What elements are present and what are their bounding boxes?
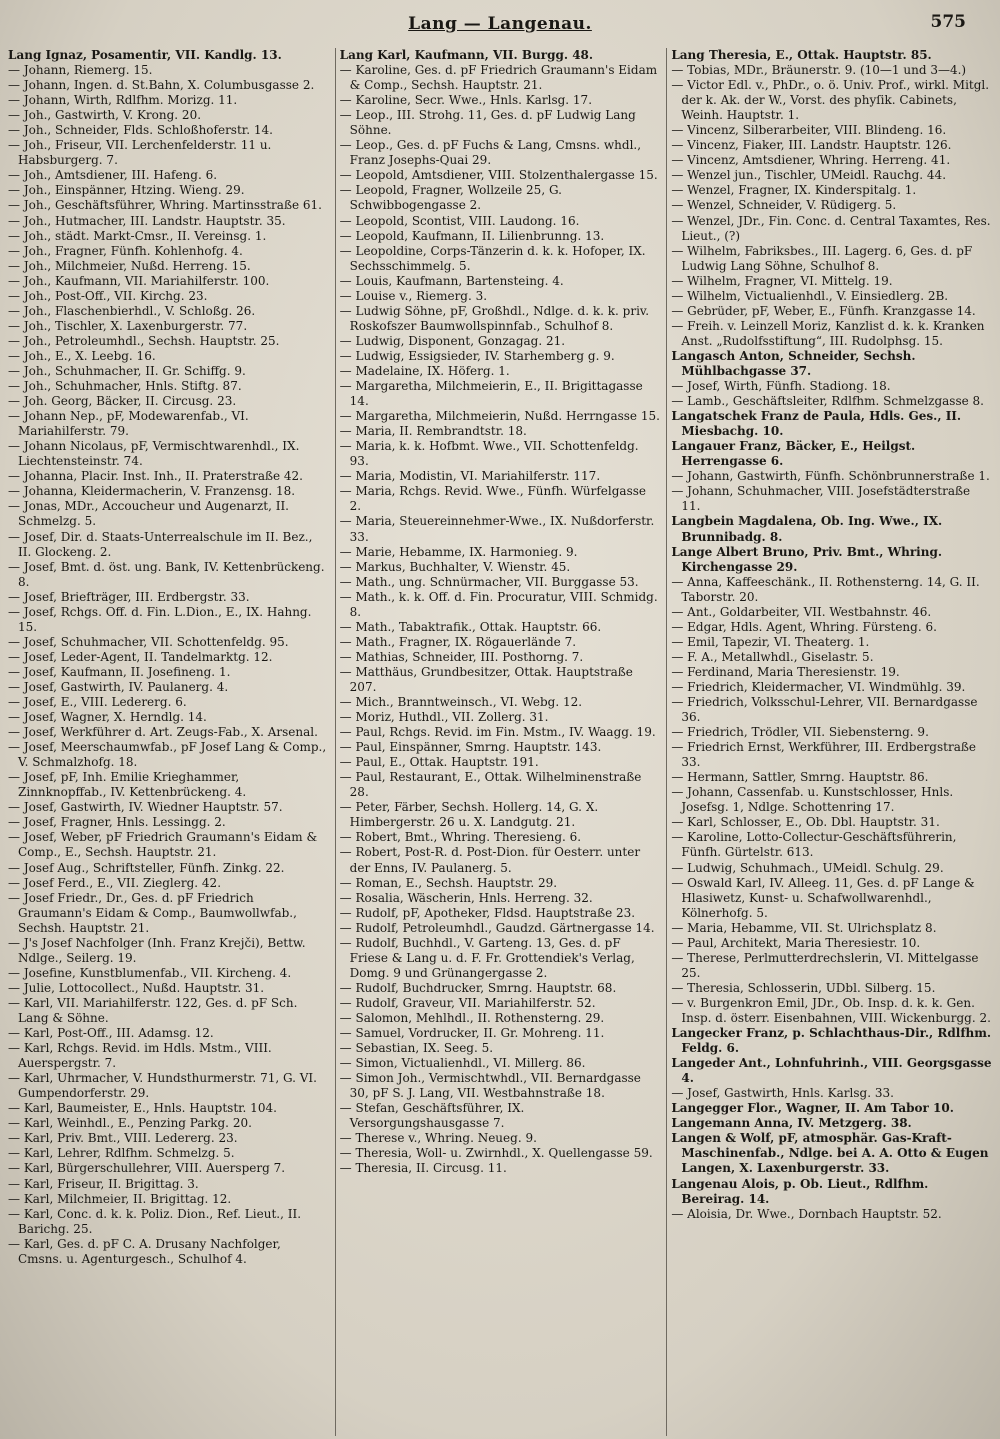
directory-entry: Langecker Franz, p. Schlachthaus-Dir., Rdlfhm. Feldg. 6. xyxy=(671,1026,992,1056)
directory-entry: — Ant., Goldarbeiter, VII. Westbahnstr. 46. xyxy=(671,604,932,619)
directory-entry: — Joh., Friseur, VII. Lerchenfelderstr. 11 u. Habsburgerg. 7. xyxy=(8,138,272,168)
directory-entry: — Leopold, Fragner, Wollzeile 25, G. Schwibbogengasse 2. xyxy=(339,183,562,213)
directory-entry: — Marie, Hebamme, IX. Harmonieg. 9. xyxy=(339,544,578,559)
directory-entry: — Josef, Wirth, Fünfh. Stadiong. 18. xyxy=(671,379,891,394)
directory-entry: Langatschek Franz de Paula, Hdls. Ges., II. Miesbachg. 10. xyxy=(671,409,962,439)
directory-entry: — v. Burgenkron Emil, JDr., Ob. Insp. d. k. k. Gen. Insp. d. österr. Eisenbahnen, VIII. Wickenburgg. 2. xyxy=(671,995,991,1025)
directory-entry: — Anna, Kaffeeschänk., II. Rothensterng. 14, G. II. Taborstr. 20. xyxy=(671,574,980,604)
directory-entry: — Josef Ferd., E., VII. Zieglerg. 42. xyxy=(8,875,222,890)
directory-entry: — Johann, Schuhmacher, VIII. Josefstädterstraße 11. xyxy=(671,484,971,514)
directory-entry: — Rosalia, Wäscherin, Hnls. Herreng. 32. xyxy=(339,890,593,905)
directory-entry: — Ludwig, Essigsieder, IV. Starhemberg g. 9. xyxy=(339,348,615,363)
directory-entry: — Karl, VII. Mariahilferstr. 122, Ges. d. pF Sch. Lang & Söhne. xyxy=(8,995,298,1025)
directory-entry: — Victor Edl. v., PhDr., o. ö. Univ. Prof., wirkl. Mitgl. der k. Ak. der W., Vorst. des phyſik. Cabinets, Weinh. Hauptstr. 1. xyxy=(671,78,990,123)
directory-entry: — Leopold, Scontist, VIII. Laudong. 16. xyxy=(339,213,580,228)
directory-entry: — Karl, Rchgs. Revid. im Hdls. Mstm., VIII. Auerspergstr. 7. xyxy=(8,1041,272,1071)
directory-entry: — Joh., Flaschenbierhdl., V. Schloßg. 26. xyxy=(8,303,256,318)
directory-entry: — Joh., Einspänner, Htzing. Wieng. 29. xyxy=(8,183,245,198)
directory-entry: — Leop., III. Strohg. 11, Ges. d. pF Ludwig Lang Söhne. xyxy=(339,108,636,138)
directory-entry: Langemann Anna, IV. Metzgerg. 38. xyxy=(671,1116,912,1131)
directory-column-2 xyxy=(335,48,661,1436)
directory-entry: — Matthäus, Grundbesitzer, Ottak. Hauptstraße 207. xyxy=(339,664,633,694)
directory-column-3 xyxy=(666,48,992,1436)
directory-entry: — Leop., Ges. d. pF Fuchs & Lang, Cmsns. whdl., Franz Josephs-Quai 29. xyxy=(339,138,642,168)
directory-entry: — Josef, Gastwirth, IV. Wiedner Hauptstr. 57. xyxy=(8,800,283,815)
directory-entry: — Karl, Post-Off., III. Adamsg. 12. xyxy=(8,1026,214,1041)
directory-entry: — Johann, Wirth, Rdlfhm. Morizg. 11. xyxy=(8,93,238,108)
directory-entry: — Maria, Rchgs. Revid. Wwe., Fünfh. Würfelgasse 2. xyxy=(339,484,646,514)
directory-entry: — Josef, Kaufmann, II. Josefineng. 1. xyxy=(8,664,231,679)
directory-entry: — J's Josef Nachfolger (Inh. Franz Krejči), Bettw. Ndlge., Seilerg. 19. xyxy=(8,935,306,965)
directory-entry: — Josef, Bmt. d. öst. ung. Bank, IV. Kettenbrückeng. 8. xyxy=(8,559,325,589)
directory-entry: — Roman, E., Sechsh. Hauptstr. 29. xyxy=(339,875,558,890)
directory-entry: — Vincenz, Amtsdiener, Whring. Herreng. 41. xyxy=(671,153,951,168)
directory-entry: — Lamb., Geschäftsleiter, Rdlfhm. Schmelzgasse 8. xyxy=(671,394,984,409)
directory-entry: — Karl, Baumeister, E., Hnls. Hauptstr. 104. xyxy=(8,1101,277,1116)
directory-entry: — Karl, Uhrmacher, V. Hundsthurmerstr. 71, G. VI. Gumpendorferstr. 29. xyxy=(8,1071,317,1101)
directory-entry: — Joh., Geschäftsführer, Whring. Martinsstraße 61. xyxy=(8,198,322,213)
directory-entry: — Sebastian, IX. Seeg. 5. xyxy=(339,1041,494,1056)
directory-entry: — Wenzel jun., Tischler, UMeidl. Rauchg. 44. xyxy=(671,168,947,183)
directory-entry: — Math., Fragner, IX. Rögauerlände 7. xyxy=(339,634,577,649)
directory-entry: — Vincenz, Fiaker, III. Landstr. Hauptstr. 126. xyxy=(671,138,952,153)
directory-entry: — Johanna, Kleidermacherin, V. Franzensg. 18. xyxy=(8,484,296,499)
directory-entry: — Karl, Priv. Bmt., VIII. Ledererg. 23. xyxy=(8,1131,238,1146)
directory-entry: — Stefan, Geschäftsführer, IX. Versorgungshausgasse 7. xyxy=(339,1101,525,1131)
directory-entry: — Friedrich, Kleidermacher, VI. Windmühlg. 39. xyxy=(671,679,966,694)
directory-entry: — Wilhelm, Fragner, VI. Mittelg. 19. xyxy=(671,273,893,288)
directory-entry: — Joh., Gastwirth, V. Krong. 20. xyxy=(8,108,202,123)
directory-entry: — Simon, Victualienhdl., VI. Millerg. 86. xyxy=(339,1056,586,1071)
directory-entry: — Karl, Weinhdl., E., Penzing Parkg. 20. xyxy=(8,1116,252,1131)
directory-entry: Langbein Magdalena, Ob. Ing. Wwe., IX. Brunnibadg. 8. xyxy=(671,514,943,544)
directory-entry: — Josef, Fragner, Hnls. Lessingg. 2. xyxy=(8,815,226,830)
directory-entry: — Joh., Amtsdiener, III. Hafeng. 6. xyxy=(8,168,218,183)
directory-entry: Lange Albert Bruno, Priv. Bmt., Whring. Kirchengasse 29. xyxy=(671,544,943,574)
directory-entry: — Wilhelm, Fabriksbes., III. Lagerg. 6, Ges. d. pF Ludwig Lang Söhne, Schulhof 8. xyxy=(671,243,973,273)
directory-entry: — Rudolf, pF, Apotheker, Fldsd. Hauptstraße 23. xyxy=(339,905,636,920)
directory-entry: — Johanna, Placir. Inst. Inh., II. Praterstraße 42. xyxy=(8,469,303,484)
directory-entry: — Therese, Perlmutterdrechslerin, VI. Mittelgasse 25. xyxy=(671,950,979,980)
directory-entry: — Markus, Buchhalter, V. Wienstr. 45. xyxy=(339,559,571,574)
directory-entry: — Theresia, II. Circusg. 11. xyxy=(339,1161,507,1176)
directory-entry: — Robert, Bmt., Whring. Theresieng. 6. xyxy=(339,830,582,845)
directory-entry: — Leopoldine, Corps-Tänzerin d. k. k. Hofoper, IX. Sechsschimmelg. 5. xyxy=(339,243,646,273)
directory-entry: — F. A., Metallwhdl., Giselastr. 5. xyxy=(671,649,874,664)
directory-entry: — Karoline, Lotto-Collectur-Geschäftsführerin, Fünfh. Gürtelstr. 613. xyxy=(671,830,957,860)
directory-entry: — Math., k. k. Off. d. Fin. Procuratur, VIII. Schmidg. 8. xyxy=(339,589,658,619)
directory-entry: — Josef, Wagner, X. Herndlg. 14. xyxy=(8,710,207,725)
directory-entry: — Friedrich Ernst, Werkführer, III. Erdbergstraße 33. xyxy=(671,740,976,770)
directory-entry: — Paul, Rchgs. Revid. im Fin. Mstm., IV. Waagg. 19. xyxy=(339,725,656,740)
directory-entry: Lang Karl, Kaufmann, VII. Burgg. 48. xyxy=(339,48,594,62)
directory-entry: — Simon Joh., Vermischtwhdl., VII. Bernardgasse 30, pF S. J. Lang, VII. Westbahnstraße 18. xyxy=(339,1071,641,1101)
directory-entry: — Aloisia, Dr. Wwe., Dornbach Hauptstr. 52. xyxy=(671,1206,942,1221)
directory-entry: — Josef, Weber, pF Friedrich Graumann's Eidam & Comp., E., Sechsh. Hauptstr. 21. xyxy=(8,830,318,860)
directory-entry: — Joh., E., X. Leebg. 16. xyxy=(8,348,156,363)
directory-entry: Lang Ignaz, Posamentir, VII. Kandlg. 13. xyxy=(8,48,282,62)
directory-entry: — Joh., Schneider, Flds. Schloßhoferstr. 14. xyxy=(8,123,273,138)
directory-entry: — Johann, Gastwirth, Fünfh. Schönbrunnerstraße 1. xyxy=(671,469,990,484)
directory-entry: — Josef, E., VIII. Ledererg. 6. xyxy=(8,695,187,710)
directory-entry: — Theresia, Woll- u. Zwirnhdl., X. Quellengasse 59. xyxy=(339,1146,653,1161)
directory-entry: — Julie, Lottocollect., Nußd. Hauptstr. 31. xyxy=(8,980,265,995)
directory-entry: — Joh., Kaufmann, VII. Mariahilferstr. 100. xyxy=(8,273,270,288)
directory-entry: — Johann Nicolaus, pF, Vermischtwarenhdl., IX. Liechtensteinstr. 74. xyxy=(8,439,300,469)
directory-entry: — Friedrich, Volksschul-Lehrer, VII. Bernardgasse 36. xyxy=(671,695,978,725)
directory-entry: — Robert, Post-R. d. Post-Dion. für Oesterr. unter der Enns, IV. Paulanerg. 5. xyxy=(339,845,641,875)
directory-entry: — Mathias, Schneider, III. Posthorng. 7. xyxy=(339,649,584,664)
directory-entry: Langen & Wolf, pF, atmosphär. Gas-Kraft-Maschinenfab., Ndlge. bei A. A. Otto & Eugen Langen, X. Laxenburgerstr. 33. xyxy=(671,1131,989,1176)
directory-entry: — Johann Nep., pF, Modewarenfab., VI. Mariahilferstr. 79. xyxy=(8,409,249,439)
directory-entry: — Karl, Friseur, II. Brigittag. 3. xyxy=(8,1176,199,1191)
directory-entry: — Paul, Architekt, Maria Theresiestr. 10. xyxy=(671,935,921,950)
directory-entry: — Louis, Kaufmann, Bartensteing. 4. xyxy=(339,273,564,288)
directory-entry: Langeder Ant., Lohnfuhrinh., VIII. Georgsgasse 4. xyxy=(671,1056,992,1086)
directory-entry: — Karl, Bürgerschullehrer, VIII. Auersperg 7. xyxy=(8,1161,286,1176)
directory-entry: — Ludwig, Disponent, Gonzagag. 21. xyxy=(339,333,566,348)
directory-entry: — Josef, Gastwirth, Hnls. Karlsg. 33. xyxy=(671,1086,894,1101)
directory-entry: — Peter, Färber, Sechsh. Hollerg. 14, G. X. Himbergerstr. 26 u. X. Landgutg. 21. xyxy=(339,800,599,830)
directory-entry: — Wilhelm, Victualienhdl., V. Einsiedlerg. 2B. xyxy=(671,288,949,303)
directory-entry: — Johann, Cassenfab. u. Kunstschlosser, Hnls. Josefsg. 1, Ndlge. Schottenring 17. xyxy=(671,785,954,815)
directory-entry: — Wenzel, JDr., Fin. Conc. d. Central Taxamtes, Res. Lieut., (?) xyxy=(671,213,991,243)
directory-entry: — Josef, pF, Inh. Emilie Krieghammer, Zinnknopffab., IV. Kettenbrückeng. 4. xyxy=(8,770,247,800)
directory-entry: — Karoline, Secr. Wwe., Hnls. Karlsg. 17. xyxy=(339,93,593,108)
directory-entry: — Karl, Schlosser, E., Ob. Dbl. Hauptstr. 31. xyxy=(671,815,940,830)
directory-entry: — Joh., Petroleumhdl., Sechsh. Hauptstr. 25. xyxy=(8,333,280,348)
directory-entry: — Margaretha, Milchmeierin, E., II. Brigittagasse 14. xyxy=(339,379,643,409)
directory-entry: — Jonas, MDr., Accoucheur und Augenarzt, II. Schmelzg. 5. xyxy=(8,499,289,529)
directory-entry: — Rudolf, Petroleumhdl., Gaudzd. Gärtnergasse 14. xyxy=(339,920,655,935)
directory-entry: — Josefine, Kunstblumenfab., VII. Kircheng. 4. xyxy=(8,965,292,980)
directory-entry: Langenau Alois, p. Ob. Lieut., Rdlfhm. Bereirag. 14. xyxy=(671,1176,929,1206)
directory-entry: — Josef, Meerschaumwfab., pF Josef Lang & Comp., V. Schmalzhofg. 18. xyxy=(8,740,327,770)
directory-entry: — Freih. v. Leinzell Moriz, Kanzlist d. k. k. Kranken Anst. „Rudolfsstiftung“, III. Rudolphsg. 15. xyxy=(671,318,985,348)
directory-entry: — Josef, Werkführer d. Art. Zeugs-Fab., X. Arsenal. xyxy=(8,725,318,740)
directory-entry: — Hermann, Sattler, Smrng. Hauptstr. 86. xyxy=(671,770,929,785)
directory-entry: — Joh., städt. Markt-Cmsr., II. Vereinsg. 1. xyxy=(8,228,267,243)
directory-entry: — Karoline, Ges. d. pF Friedrich Graumann's Eidam & Comp., Sechsh. Hauptstr. 21. xyxy=(339,63,658,93)
directory-entry: — Karl, Milchmeier, II. Brigittag. 12. xyxy=(8,1191,232,1206)
directory-entry: — Paul, Restaurant, E., Ottak. Wilhelminenstraße 28. xyxy=(339,770,642,800)
page-header xyxy=(8,4,992,34)
directory-entry: — Math., ung. Schnürmacher, VII. Burggasse 53. xyxy=(339,574,639,589)
directory-entry: — Rudolf, Buchdrucker, Smrng. Hauptstr. 68. xyxy=(339,980,617,995)
directory-entry: — Ferdinand, Maria Theresienstr. 19. xyxy=(671,664,900,679)
directory-entry: — Rudolf, Graveur, VII. Mariahilferstr. 52. xyxy=(339,995,596,1010)
directory-entry: — Joh., Schuhmacher, II. Gr. Schiffg. 9. xyxy=(8,363,246,378)
directory-entry: — Theresia, Schlosserin, UDbl. Silberg. 15. xyxy=(671,980,936,995)
directory-entry: — Joh., Tischler, X. Laxenburgerstr. 77. xyxy=(8,318,248,333)
directory-entry: — Maria, k. k. Hofbmt. Wwe., VII. Schottenfeldg. 93. xyxy=(339,439,639,469)
directory-columns xyxy=(8,48,992,1436)
directory-entry: — Tobias, MDr., Bräunerstr. 9. (10—1 und 3—4.) xyxy=(671,63,967,78)
directory-entry: — Maria, Modistin, VI. Mariahilferstr. 117. xyxy=(339,469,601,484)
directory-entry: — Maria, Hebamme, VII. St. Ulrichsplatz 8. xyxy=(671,920,937,935)
directory-entry: — Joh., Fragner, Fünfh. Kohlenhofg. 4. xyxy=(8,243,243,258)
directory-entry: Langauer Franz, Bäcker, E., Heilgst. Herrengasse 6. xyxy=(671,439,916,469)
directory-entry: — Paul, E., Ottak. Hauptstr. 191. xyxy=(339,755,539,770)
directory-entry: — Johann, Ingen. d. St.Bahn, X. Columbusgasse 2. xyxy=(8,78,315,93)
directory-entry: — Josef, Dir. d. Staats-Unterrealschule im II. Bez., II. Glockeng. 2. xyxy=(8,529,313,559)
directory-entry: — Emil, Tapezir, VI. Theaterg. 1. xyxy=(671,634,870,649)
directory-entry: — Wenzel, Fragner, IX. Kinderspitalg. 1. xyxy=(671,183,917,198)
directory-entry: — Friedrich, Trödler, VII. Siebensterng. 9. xyxy=(671,725,929,740)
directory-entry: — Maria, II. Rembrandtstr. 18. xyxy=(339,424,527,439)
page-number: 575 xyxy=(930,12,966,32)
directory-entry: — Gebrüder, pF, Weber, E., Fünfh. Kranzgasse 14. xyxy=(671,303,976,318)
directory-entry: — Maria, Steuereinnehmer-Wwe., IX. Nußdorferstr. 33. xyxy=(339,514,655,544)
directory-entry: — Margaretha, Milchmeierin, Nußd. Herrngasse 15. xyxy=(339,409,660,424)
directory-entry: — Wenzel, Schneider, V. Rüdigerg. 5. xyxy=(671,198,897,213)
directory-entry: — Joh., Milchmeier, Nußd. Herreng. 15. xyxy=(8,258,251,273)
directory-entry: — Mich., Branntweinsch., VI. Webg. 12. xyxy=(339,695,583,710)
directory-entry: — Oswald Karl, IV. Alleeg. 11, Ges. d. pF Lange & Hlasiwetz, Kunst- u. Schafwollwarenhdl., Kölnerhofg. 5. xyxy=(671,875,975,920)
directory-entry: — Joh. Georg, Bäcker, II. Circusg. 23. xyxy=(8,394,237,409)
directory-entry: Lang Theresia, E., Ottak. Hauptstr. 85. xyxy=(671,48,932,62)
directory-entry: — Paul, Einspänner, Smrng. Hauptstr. 143. xyxy=(339,740,602,755)
directory-entry: — Josef, Briefträger, III. Erdbergstr. 33. xyxy=(8,589,250,604)
directory-entry: — Therese v., Whring. Neueg. 9. xyxy=(339,1131,537,1146)
directory-entry: — Josef Friedr., Dr., Ges. d. pF Friedrich Graumann's Eidam & Comp., Baumwollwfab., Sechsh. Hauptstr. 21. xyxy=(8,890,297,935)
directory-entry: — Ludwig, Schuhmach., UMeidl. Schulg. 29. xyxy=(671,860,944,875)
directory-entry: — Josef Aug., Schriftsteller, Fünfh. Zinkg. 22. xyxy=(8,860,285,875)
directory-entry: — Leopold, Kaufmann, II. Lilienbrunng. 13. xyxy=(339,228,605,243)
directory-entry: — Joh., Schuhmacher, Hnls. Stiftg. 87. xyxy=(8,379,242,394)
directory-column-1 xyxy=(8,48,329,1436)
directory-entry: Langasch Anton, Schneider, Sechsh. Mühlbachgasse 37. xyxy=(671,348,916,378)
directory-entry: — Karl, Ges. d. pF C. A. Drusany Nachfolger, Cmsns. u. Agenturgesch., Schulhof 4. xyxy=(8,1236,281,1266)
page-title: Lang — Langenau. xyxy=(408,14,592,34)
directory-entry: — Josef, Gastwirth, IV. Paulanerg. 4. xyxy=(8,679,229,694)
directory-entry: — Edgar, Hdls. Agent, Whring. Fürsteng. 6. xyxy=(671,619,937,634)
directory-entry: — Ludwig Söhne, pF, Großhdl., Ndlge. d. k. k. priv. Roskofszer Baumwollspinnfab., Schulhof 8. xyxy=(339,303,650,333)
directory-entry: — Josef, Schuhmacher, VII. Schottenfeldg. 95. xyxy=(8,634,289,649)
directory-entry: — Josef, Leder-Agent, II. Tandelmarktg. 12. xyxy=(8,649,273,664)
directory-entry: — Math., Tabaktrafik., Ottak. Hauptstr. 66. xyxy=(339,619,602,634)
directory-entry: — Rudolf, Buchhdl., V. Garteng. 13, Ges. d. pF Friese & Lang u. d. F. Fr. Grottendiek's Verlag, Domg. 9 und Grünangergasse 2. xyxy=(339,935,635,980)
directory-entry: — Josef, Rchgs. Off. d. Fin. L.Dion., E., IX. Hahng. 15. xyxy=(8,604,312,634)
directory-entry: — Louise v., Riemerg. 3. xyxy=(339,288,488,303)
directory-entry: — Samuel, Vordrucker, II. Gr. Mohreng. 11. xyxy=(339,1026,605,1041)
directory-entry: — Joh., Hutmacher, III. Landstr. Hauptstr. 35. xyxy=(8,213,286,228)
directory-entry: Langegger Flor., Wagner, II. Am Tabor 10. xyxy=(671,1101,954,1116)
directory-entry: — Leopold, Amtsdiener, VIII. Stolzenthalergasse 15. xyxy=(339,168,658,183)
directory-entry: — Johann, Riemerg. 15. xyxy=(8,63,153,78)
directory-entry: — Salomon, Mehlhdl., II. Rothensterng. 29. xyxy=(339,1011,605,1025)
directory-entry: — Vincenz, Silberarbeiter, VIII. Blindeng. 16. xyxy=(671,123,947,138)
directory-entry: — Moriz, Huthdl., VII. Zollerg. 31. xyxy=(339,710,549,725)
directory-entry: — Karl, Lehrer, Rdlfhm. Schmelzg. 5. xyxy=(8,1146,235,1161)
directory-entry: — Madelaine, IX. Höferg. 1. xyxy=(339,363,510,378)
directory-entry: — Joh., Post-Off., VII. Kirchg. 23. xyxy=(8,288,208,303)
directory-entry: — Karl, Conc. d. k. k. Poliz. Dion., Ref. Lieut., II. Barichg. 25. xyxy=(8,1206,302,1236)
